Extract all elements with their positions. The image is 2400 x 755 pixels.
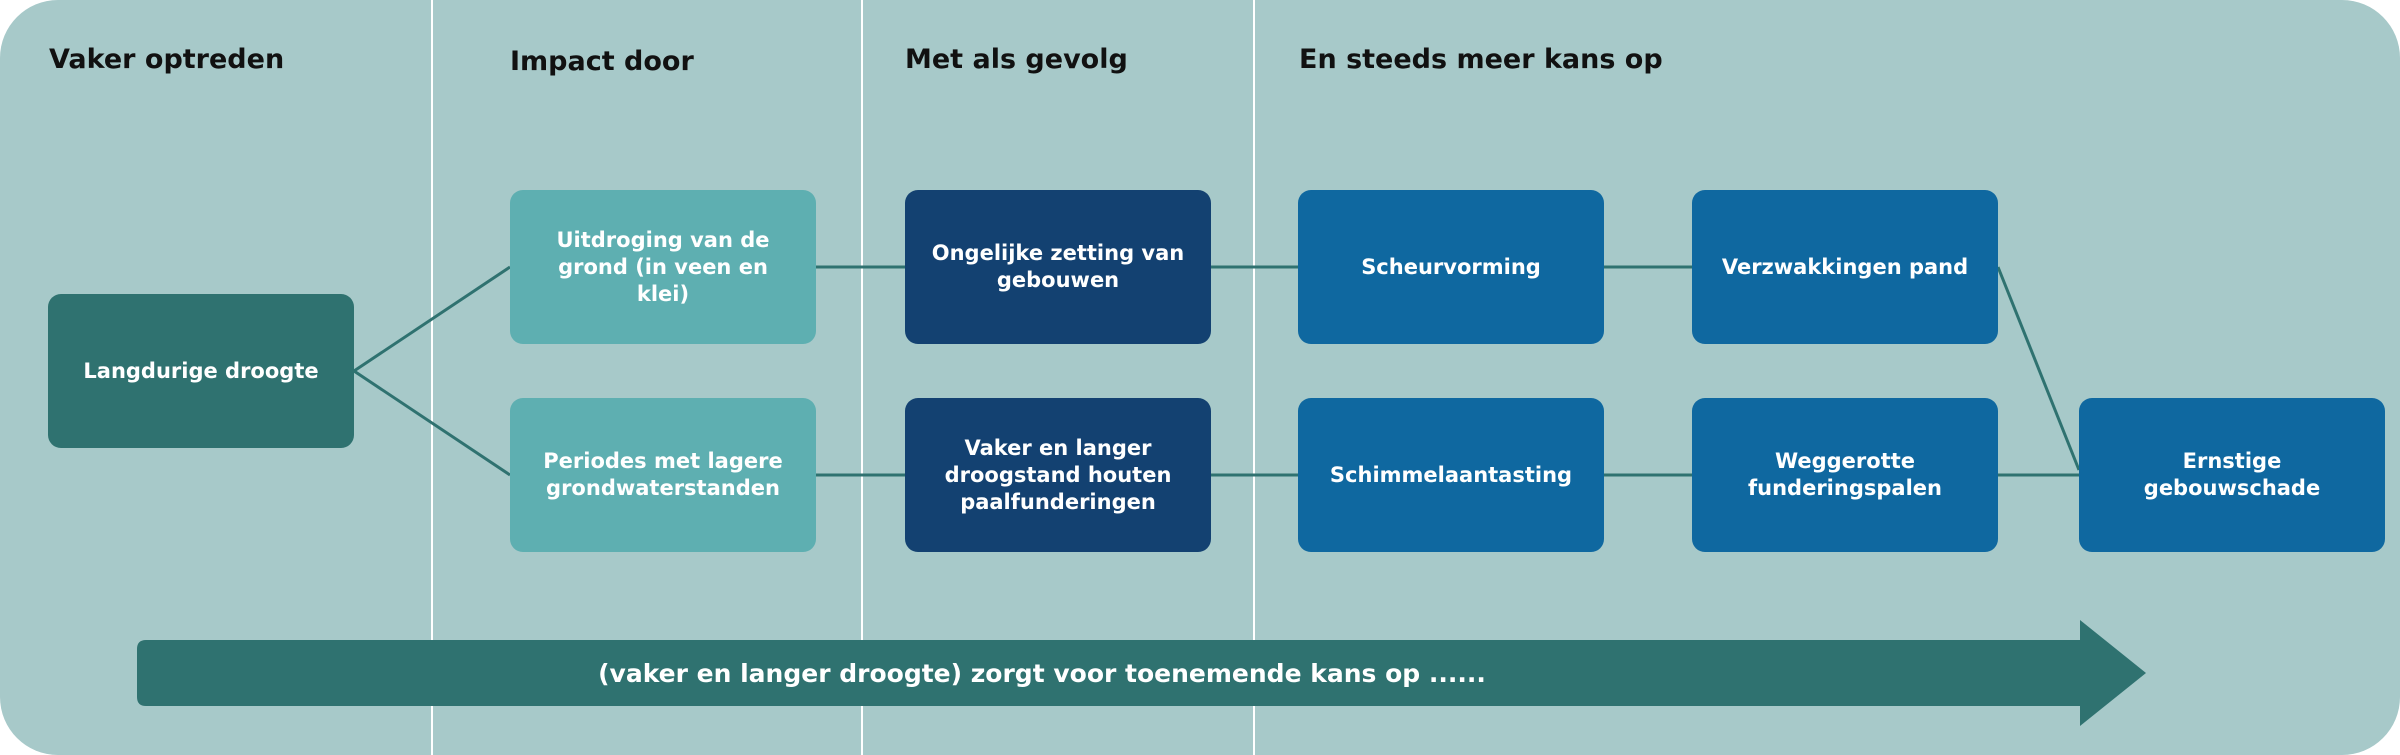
- arrow-label: (vaker en langer droogte) zorgt voor toenemende kans op ......: [598, 658, 1486, 688]
- box-fungus-label: Schimmelaantasting: [1329, 462, 1573, 487]
- box-damage-label: Ernstige gebouwschade: [2143, 449, 2321, 500]
- box-rotten-piles-label: Weggerotte funderingspalen: [1748, 449, 1942, 500]
- box-groundwater-label: Periodes met lagere grondwaterstanden: [543, 449, 783, 500]
- column-title-risk: En steeds meer kans op: [1299, 44, 1663, 75]
- box-weakening-label: Verzwakkingen pand: [1721, 254, 1969, 279]
- column-title-consequence: Met als gevolg: [905, 44, 1128, 75]
- column-title-occurrence: Vaker optreden: [49, 44, 285, 75]
- box-drought-label: Langdurige droogte: [83, 358, 319, 383]
- box-cracks-label: Scheurvorming: [1361, 254, 1541, 279]
- box-dry-piles-label: Vaker en langer droogstand houten paalfunderingen: [944, 435, 1172, 514]
- box-drying-label: Uitdroging van de grond (in veen en klei): [556, 227, 770, 306]
- column-title-impact: Impact door: [510, 46, 694, 77]
- box-settlement-label: Ongelijke zetting van gebouwen: [931, 241, 1185, 292]
